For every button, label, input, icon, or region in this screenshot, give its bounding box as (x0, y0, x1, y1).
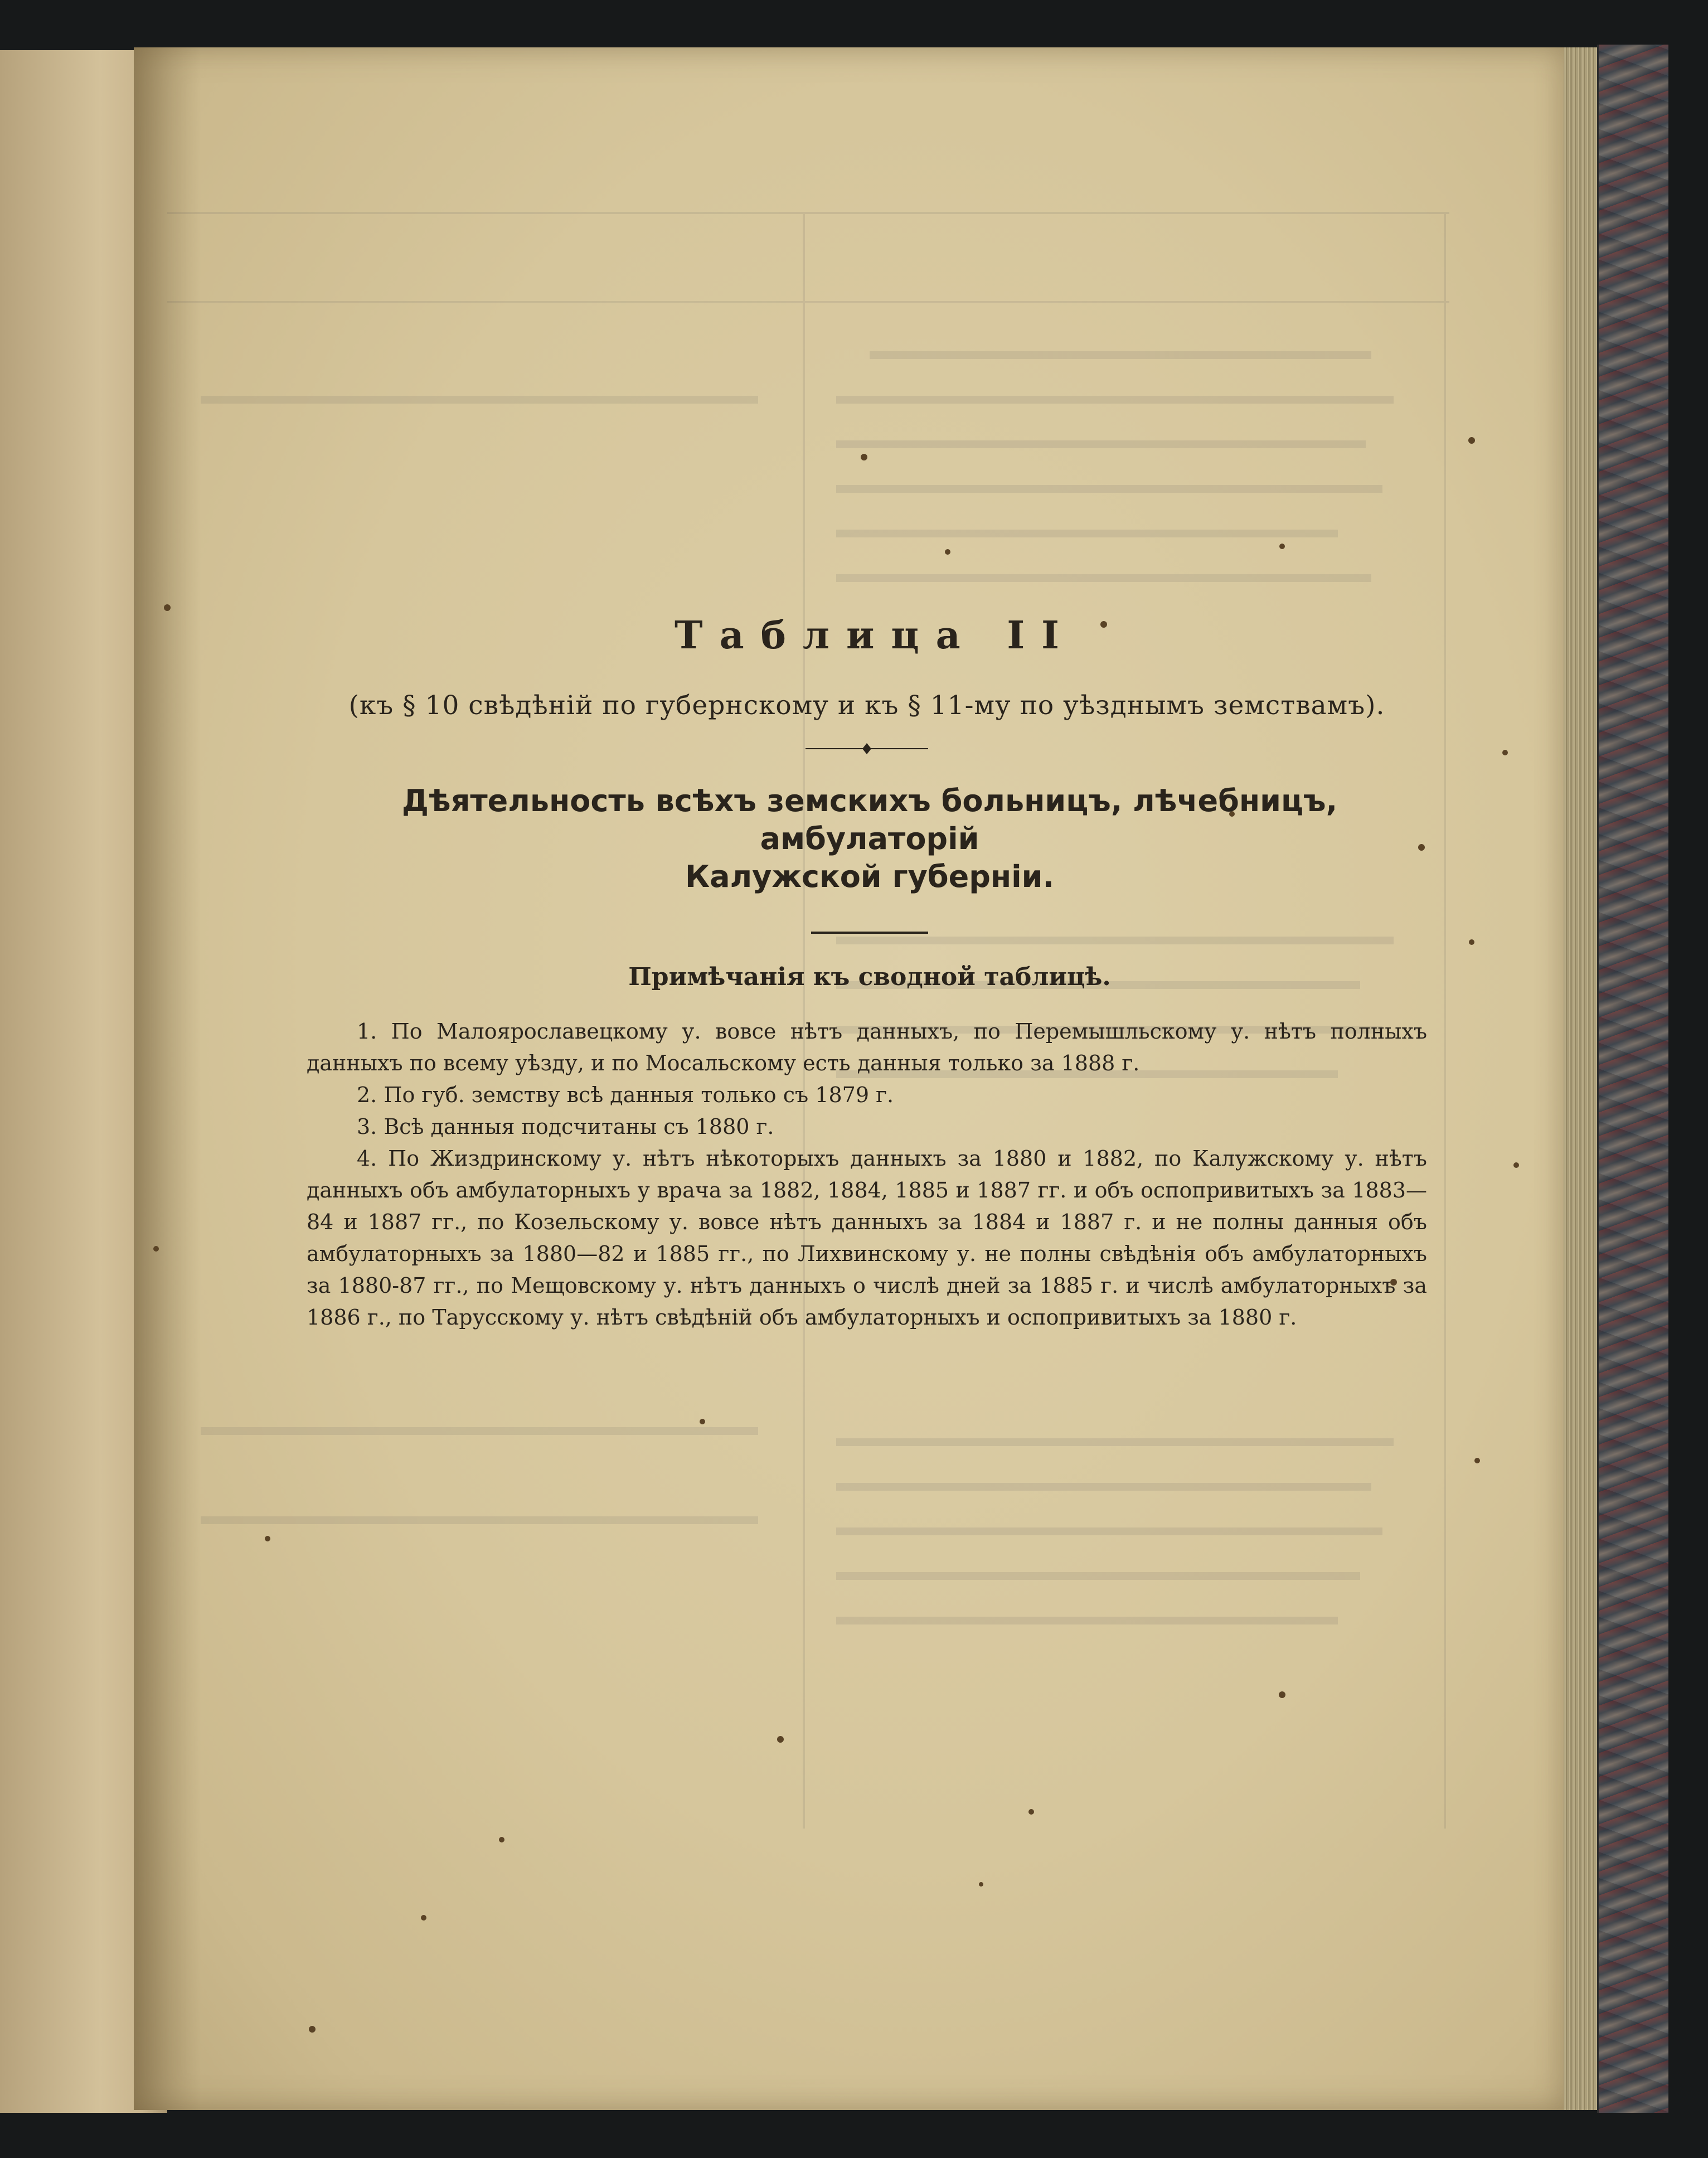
heading-line-1: Дѣятельность всѣхъ земскихъ больницъ, лѣчебницъ, амбулаторій (401, 783, 1338, 856)
note-item: 4. По Жиздринскому у. нѣтъ нѣкоторыхъ данныхъ за 1880 и 1882, по Калужскому у. нѣтъ данныхъ объ амбулаторныхъ у врача за 1882, 1884, 1885 и 1887 гг. и объ оспопривитыхъ за 1883—84 и 1887 гг., по Козельскому у. вовсе нѣтъ данныхъ за 1884 и 1887 г. и не полны данныя объ амбулаторныхъ за 1880—82 и 1885 гг., по Лихвинскому у. не полны свѣдѣнія объ амбулаторныхъ за 1880-87 гг., по Мещовскому у. нѣтъ данныхъ о числѣ дней за 1885 г. и числѣ амбулаторныхъ за 1886 г., по Тарусскому у. нѣтъ свѣдѣній объ амбулаторныхъ и оспопривитыхъ за 1880 г. (307, 1146, 1427, 1330)
heading-line-2: Калужской губерніи. (685, 859, 1055, 894)
note-item: 2. По губ. земству всѣ данныя только съ 1879 г. (357, 1083, 894, 1107)
table-subtitle: (къ § 10 свѣдѣній по губернскому и къ § 11-му по уѣзднымъ земствамъ). (348, 690, 1385, 721)
section-heading (290, 782, 1427, 896)
note-item: 1. По Малоярославецкому у. вовсе нѣтъ данныхъ, по Перемышльскому у. нѣтъ полныхъ данныхъ по всему уѣзду, и по Мосальскому есть данныя только за 1888 г. (307, 1019, 1427, 1075)
ornament-divider-icon (789, 742, 928, 755)
table-title: Таблица II (675, 613, 1076, 658)
note-item: 3. Всѣ данныя подсчитаны съ 1880 г. (357, 1114, 774, 1139)
page-content (290, 613, 1427, 1333)
notes-list (290, 1016, 1427, 1333)
heading-rule (811, 932, 928, 934)
notes-title: Примѣчанія къ сводной таблицѣ. (628, 963, 1111, 991)
